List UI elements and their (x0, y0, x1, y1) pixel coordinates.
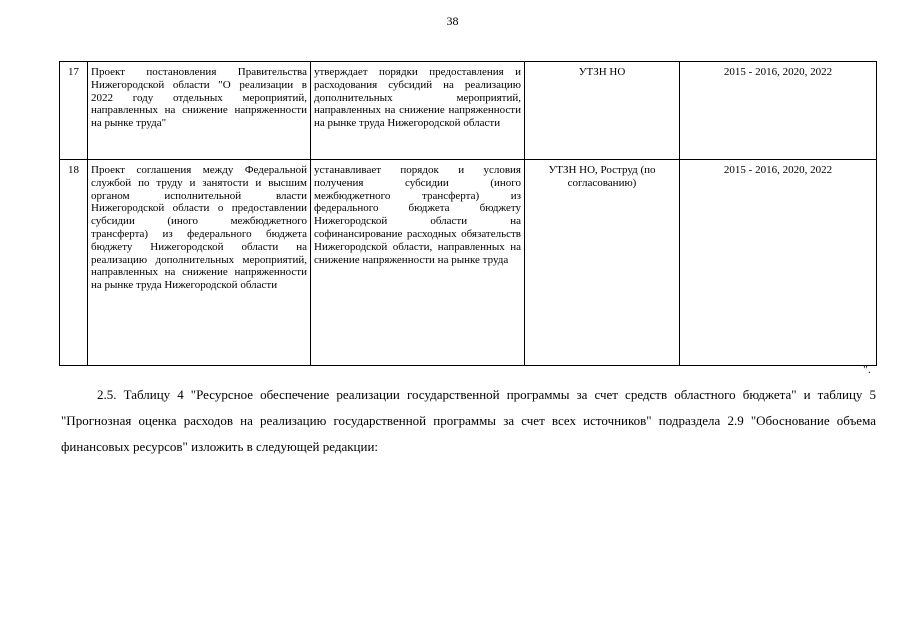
document-name-cell: Проект соглашения между Федеральной службой по труду и занятости и высшим органом исполнительной власти Нижегородской области о предоставлении субсидии (иного межбюджетного трансферта) из федерального бюджета бюджету Нижегородской области на реализацию дополнительных мероприятий, направленных на снижение напряженности на рынке труда Нижегородской области (88, 160, 311, 366)
document-name-cell: Проект постановления Правительства Нижегородской области "О реализации в 2022 году отдельных мероприятий, направленных на снижение напряженности на рынке труда" (88, 62, 311, 160)
executor-cell: УТЗН НО (525, 62, 680, 160)
body-paragraph (61, 382, 876, 460)
years-cell: 2015 - 2016, 2020, 2022 (680, 62, 877, 160)
row-number: 17 (60, 62, 88, 160)
row-number: 18 (60, 160, 88, 366)
page-number: 38 (446, 14, 459, 28)
document-content-cell: устанавливает порядок и условия получения субсидии (иного межбюджетного трансферта) из федерального бюджета бюджету Нижегородской области на софинансирование расходных обязательств Нижегородской области, направленных на снижение напряженности на рынке труда (311, 160, 525, 366)
table-closing-quote: ". (863, 362, 871, 376)
document-content-cell: утверждает порядки предоставления и расходования субсидий на реализацию дополнительных мероприятий, направленных на снижение напряженности на рынке труда Нижегородской области (311, 62, 525, 160)
measures-table (59, 61, 877, 366)
years-cell: 2015 - 2016, 2020, 2022 (680, 160, 877, 366)
table-row (60, 62, 877, 160)
paragraph-text: 2.5. Таблицу 4 "Ресурсное обеспечение реализации государственной программы за счет средств областного бюджета" и таблицу 5 "Прогнозная оценка расходов на реализацию государственной программы за счет всех источников" подраздела 2.9 "Обоснование объема финансовых ресурсов" изложить в следующей редакции: (61, 387, 876, 454)
executor-cell: УТЗН НО, Роструд (по согласованию) (525, 160, 680, 366)
table-row (60, 160, 877, 366)
